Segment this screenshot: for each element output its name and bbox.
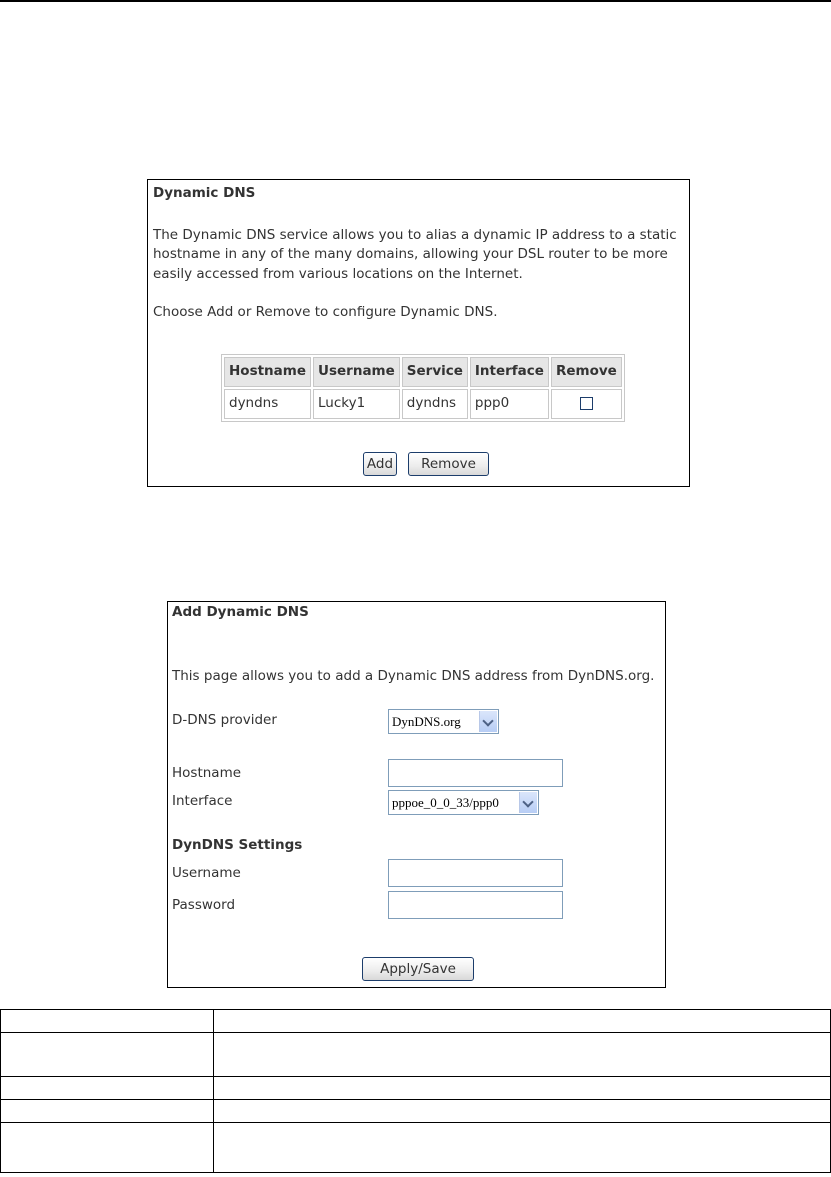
- dyndns-settings-heading: DynDNS Settings: [172, 837, 303, 853]
- apply-save-button[interactable]: Apply/Save: [362, 957, 474, 981]
- column-header-service: Service: [402, 357, 468, 387]
- column-header-hostname: Hostname: [224, 357, 311, 387]
- table-row: [1, 1010, 831, 1033]
- page-top-rule: [0, 0, 831, 2]
- table-cell: [1, 1077, 214, 1100]
- add-dynamic-dns-description: This page allows you to add a Dynamic DNS address from DynDNS.org.: [172, 668, 655, 684]
- table-cell: [1, 1123, 214, 1173]
- password-label: Password: [172, 897, 236, 913]
- table-cell: [214, 1033, 831, 1077]
- hostname-label: Hostname: [172, 765, 242, 781]
- table-row: [1, 1123, 831, 1173]
- column-header-remove: Remove: [551, 357, 622, 387]
- table-cell: [214, 1123, 831, 1173]
- interface-select[interactable]: [388, 790, 539, 815]
- provider-select-value: DynDNS.org: [392, 714, 461, 729]
- table-row: [224, 389, 622, 419]
- chevron-down-icon: [519, 792, 537, 813]
- chevron-down-icon: [479, 711, 497, 732]
- add-button[interactable]: Add: [363, 452, 397, 476]
- table-cell: [214, 1100, 831, 1123]
- password-input[interactable]: [388, 891, 563, 919]
- dynamic-dns-panel: [147, 179, 690, 487]
- cell-hostname: dyndns: [224, 389, 311, 419]
- table-row: [1, 1077, 831, 1100]
- table-row: [1, 1033, 831, 1077]
- cell-interface: ppp0: [470, 389, 549, 419]
- table-header-row: [224, 357, 622, 387]
- parameter-table: [0, 1009, 831, 1173]
- dynamic-dns-description: The Dynamic DNS service allows you to alias a dynamic IP address to a static hostname in any of the many domains, allowing your DSL router to be more easily accessed from various locations on the Internet.: [153, 226, 677, 282]
- table-cell: [1, 1010, 214, 1033]
- remove-button[interactable]: Remove: [408, 452, 489, 476]
- cell-service: dyndns: [402, 389, 468, 419]
- ddns-entries-table: [221, 354, 625, 422]
- interface-label: Interface: [172, 793, 233, 809]
- dynamic-dns-title: Dynamic DNS: [153, 185, 256, 201]
- add-dynamic-dns-title: Add Dynamic DNS: [172, 604, 309, 620]
- table-cell: [214, 1077, 831, 1100]
- column-header-interface: Interface: [470, 357, 549, 387]
- add-dynamic-dns-panel: [167, 601, 666, 988]
- cell-remove: [551, 389, 622, 419]
- username-input[interactable]: [388, 859, 563, 887]
- provider-label: D-DNS provider: [172, 712, 277, 728]
- table-row: [1, 1100, 831, 1123]
- table-cell: [1, 1033, 214, 1077]
- cell-username: Lucky1: [313, 389, 400, 419]
- remove-checkbox[interactable]: [580, 397, 593, 410]
- table-cell: [1, 1100, 214, 1123]
- table-cell: [214, 1010, 831, 1033]
- interface-select-value: pppoe_0_0_33/ppp0: [392, 795, 499, 810]
- column-header-username: Username: [313, 357, 400, 387]
- username-label: Username: [172, 865, 241, 881]
- dynamic-dns-instruction: Choose Add or Remove to configure Dynamic DNS.: [153, 304, 498, 321]
- provider-select[interactable]: [388, 709, 499, 734]
- hostname-input[interactable]: [388, 759, 563, 787]
